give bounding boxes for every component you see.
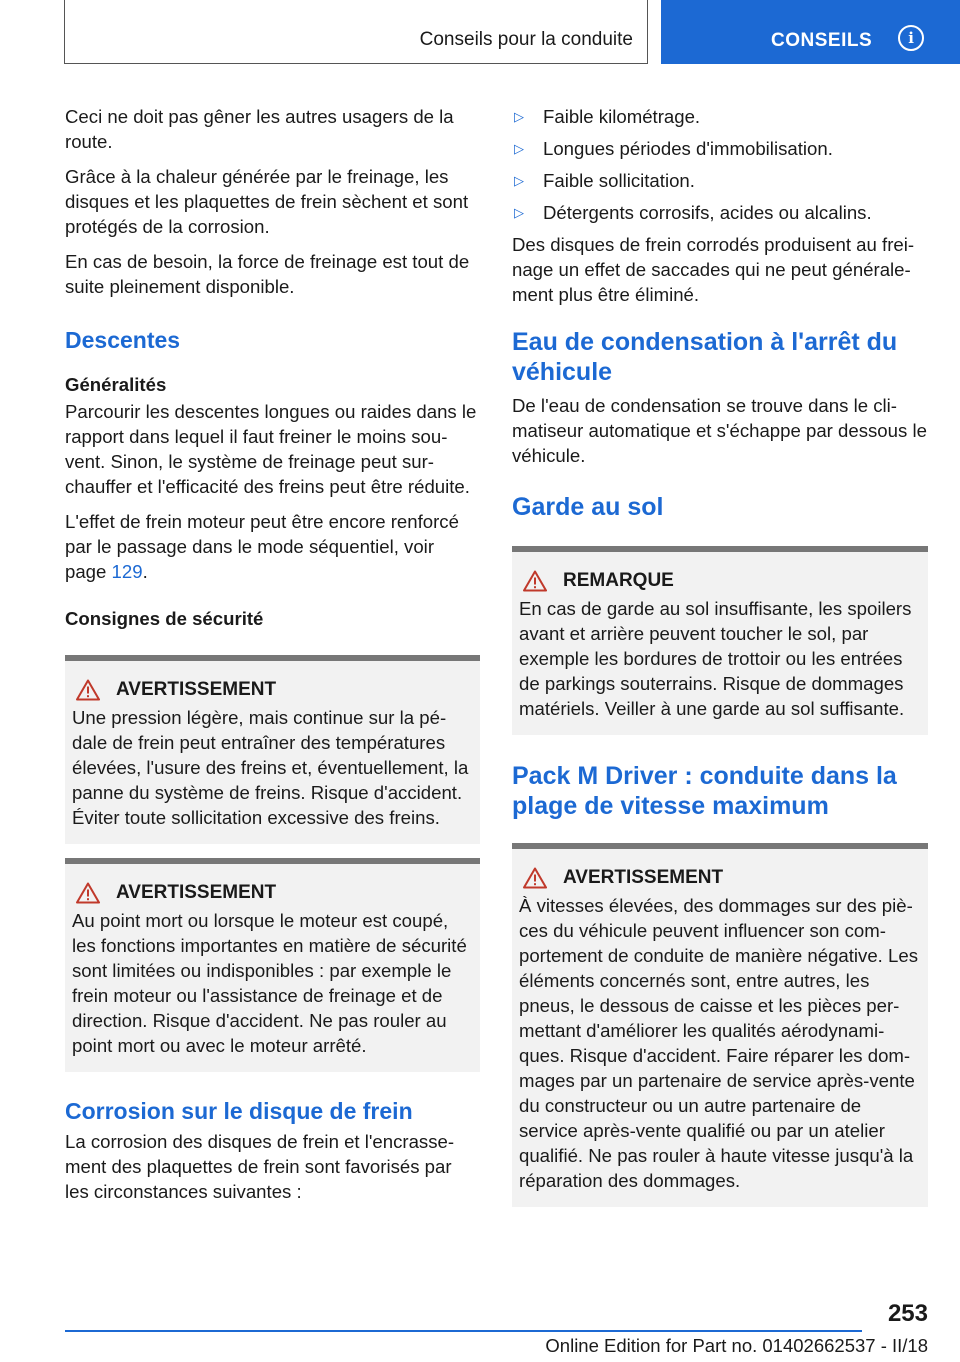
- info-icon[interactable]: i: [898, 25, 924, 51]
- bullet-triangle-icon: ▷: [514, 109, 524, 124]
- warning-box: [65, 858, 480, 1072]
- header-section: [64, 0, 648, 64]
- notice-title: REMARQUE: [563, 570, 674, 591]
- bullet-triangle-icon: ▷: [514, 173, 524, 188]
- paragraph: En cas de besoin, la force de freinage est tout de suite pleinement disponible.: [65, 251, 470, 297]
- notice-box: [512, 546, 928, 735]
- warning-triangle-icon: [523, 867, 547, 889]
- warning-text: Au point mort ou lorsque le moteur est coupé, les fonctions importantes en matière de sécurité sont limitées ou indisponibles : par exemple le frein moteur ou l'assistance de freinage et de direction. Risque d'accident. Ne pas rouler au point mort ou avec le moteur arrêté.: [72, 910, 467, 1056]
- subsection-title-consignes: Consignes de sécurité: [65, 608, 264, 629]
- page-link[interactable]: 129: [111, 561, 143, 582]
- page-number: 253: [887, 1300, 928, 1327]
- header-chapter-title: CONSEILS: [771, 30, 873, 51]
- footer-edition: Online Edition for Part no. 01402662537 - II/18: [545, 1335, 928, 1356]
- bullet-list: [512, 104, 928, 225]
- right-column: [512, 104, 928, 1221]
- warning-title: AVERTISSEMENT: [116, 679, 277, 700]
- paragraph: De l'eau de condensation se trouve dans le climatiseur automatique et s'échappe par dessous le véhicule.: [512, 395, 927, 466]
- section-title-condensation: Eau de condensation à l'arrêt du véhicule: [512, 328, 898, 386]
- warning-box: [65, 655, 480, 844]
- list-item: ▷ Faible sollicitation.: [514, 170, 695, 191]
- notice-text: En cas de garde au sol insuffisante, les spoilers avant et arrière peuvent toucher le sol, par exemple les bordures de trottoir ou les entrées de parkings souterrains. Risque de dommages matériels. Veiller à une garde au sol suffisante.: [519, 598, 912, 719]
- warning-title: AVERTISSEMENT: [116, 882, 277, 903]
- warning-title: AVERTISSEMENT: [563, 867, 724, 888]
- paragraph: Parcourir les descentes longues ou raides dans le rapport dans lequel il faut freiner le moins souvent. Sinon, le système de freinage peut surchauffer et l'efficacité des freins peut être réduite.: [65, 401, 477, 497]
- warning-text: Une pression légère, mais continue sur la pédale de frein peut entraîner des températures élevées, l'usure des freins et, éventuellement, la panne du système de freins. Risque d'accident. Éviter toute sollicitation excessive des freins.: [72, 707, 469, 828]
- left-column: [65, 104, 480, 1214]
- bullet-triangle-icon: ▷: [514, 205, 524, 220]
- bullet-triangle-icon: ▷: [514, 141, 524, 156]
- paragraph: Grâce à la chaleur générée par le freinage, les disques et les plaquettes de frein sèchent et sont protégés de la corrosion.: [65, 166, 469, 237]
- warning-triangle-icon: [523, 570, 547, 592]
- header-section-title: Conseils pour la conduite: [419, 29, 633, 50]
- warning-triangle-icon: [76, 882, 100, 904]
- subsection-title-generalites: Généralités: [65, 374, 167, 395]
- paragraph-frein-moteur: L'effet de frein moteur peut être encore renforcé par le passage dans le mode séquentiel, voir page 129.: [65, 511, 459, 582]
- section-title-corrosion: Corrosion sur le disque de frein: [65, 1098, 413, 1124]
- header-chapter[interactable]: [661, 0, 960, 64]
- paragraph: La corrosion des disques de frein et l'encrassement des plaquettes de frein sont favorisés par les circonstances suivantes :: [65, 1131, 455, 1202]
- paragraph: Des disques de frein corrodés produisent au freinage un effet de saccades qui ne peut généralement plus être éliminé.: [512, 234, 915, 305]
- section-title-m-driver: Pack M Driver : conduite dans la plage de vitesse maximum: [512, 762, 897, 820]
- warning-box: [512, 843, 928, 1207]
- list-item: ▷ Longues périodes d'immobilisation.: [514, 138, 833, 159]
- warning-triangle-icon: [76, 679, 100, 701]
- section-title-descentes: Descentes: [65, 327, 181, 353]
- list-item: ▷ Faible kilométrage.: [514, 106, 701, 127]
- list-item: ▷ Détergents corrosifs, acides ou alcalins.: [514, 202, 872, 223]
- footer-divider: [65, 1330, 862, 1332]
- paragraph: Ceci ne doit pas gêner les autres usagers de la route.: [65, 106, 454, 152]
- section-title-garde-au-sol: Garde au sol: [512, 493, 664, 521]
- warning-text: À vitesses élevées, des dommages sur des pièces du véhicule peuvent influencer son comportement de conduite de manière négative. Les éléments concernés sont, entre autres, les pneus, le dessous de caisse et les pièces permettant d'améliorer les qualités aérodynamiques. Risque d'accident. Faire réparer les dommages par un partenaire de service après-vente du constructeur ou un autre partenaire de service après-vente qualifié ou par un atelier qualifié. Ne pas rouler à haute vitesse jusqu'à la réparation des dommages.: [519, 895, 918, 1191]
